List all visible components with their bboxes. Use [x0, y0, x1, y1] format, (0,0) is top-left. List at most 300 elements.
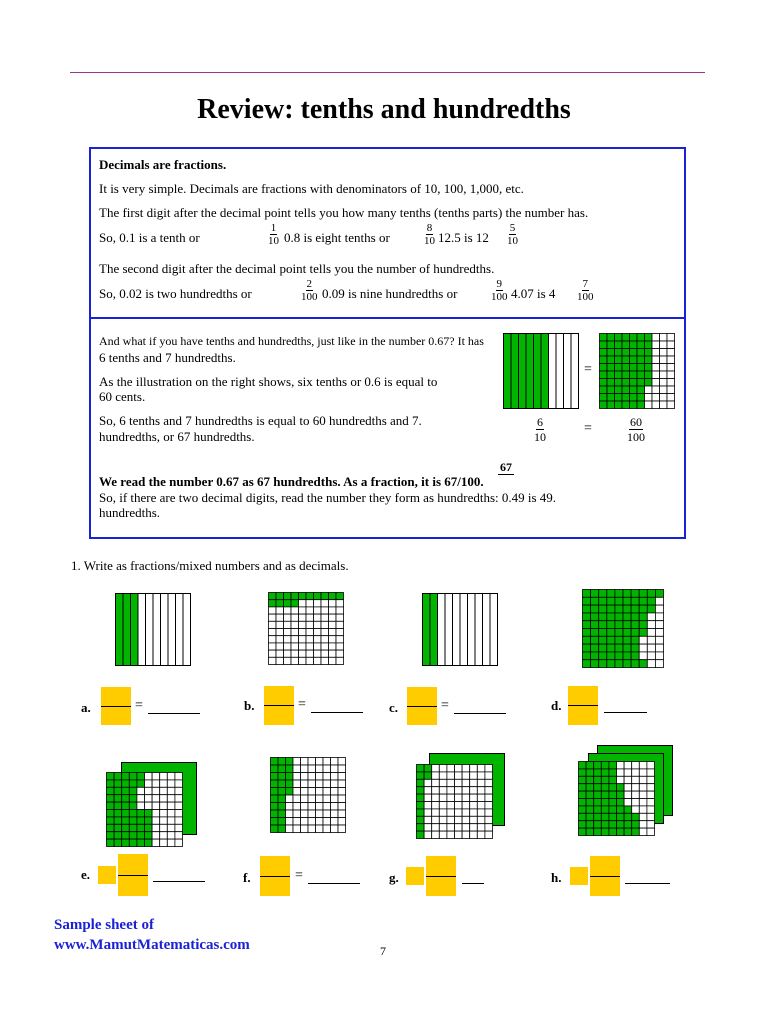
hundredth-cell	[316, 795, 324, 803]
hundredth-cell	[623, 597, 631, 605]
hundredth-cell	[624, 784, 632, 791]
hundredth-cell	[579, 776, 587, 783]
hundredth-cell	[276, 600, 284, 607]
hundredth-cell	[417, 787, 425, 794]
hundredth-cell	[284, 636, 292, 643]
hundredth-cell	[485, 816, 493, 823]
hundredth-cell	[276, 607, 284, 614]
hundredth-cell	[114, 839, 122, 846]
hundredth-cell	[329, 643, 337, 650]
hundredth-cell	[271, 825, 279, 833]
hundredth-cell	[129, 795, 137, 802]
hundredth-cell	[652, 334, 660, 342]
hundredth-cell	[145, 839, 153, 846]
hundredth-cell	[632, 791, 640, 798]
answer-whole-h[interactable]	[570, 867, 588, 885]
hundredth-cell	[321, 629, 329, 636]
answer-whole-e[interactable]	[98, 866, 116, 884]
hundredth-cell	[623, 590, 631, 598]
hundredth-cell	[306, 593, 314, 600]
answer-whole-g[interactable]	[406, 867, 424, 885]
tenth-strip	[445, 594, 453, 666]
hundredth-cell	[331, 795, 339, 803]
hundredth-cell	[447, 831, 455, 838]
hundredth-cell	[314, 636, 322, 643]
hundredth-cell	[600, 364, 608, 372]
hundredth-cell	[667, 349, 675, 357]
hundredth-cell	[470, 787, 478, 794]
tenth-strip	[131, 594, 139, 666]
hundredth-cell	[284, 600, 292, 607]
hundredth-cell	[660, 386, 668, 394]
hundredth-cell	[647, 813, 655, 820]
hundredth-cell	[145, 824, 153, 831]
hundredth-cell	[323, 780, 331, 788]
hundredth-cell	[316, 825, 324, 833]
hundredth-cell	[321, 657, 329, 664]
hundredth-cell	[107, 773, 115, 780]
hundredth-cell	[447, 816, 455, 823]
hundredth-cell	[293, 780, 301, 788]
hundredth-cell	[336, 657, 344, 664]
hundredth-cell	[321, 650, 329, 657]
hundredth-cell	[276, 621, 284, 628]
hundredth-cell	[591, 597, 599, 605]
hundredth-cell	[331, 758, 339, 766]
hundredth-cell	[615, 401, 623, 409]
hundredth-cell	[639, 784, 647, 791]
hundredth-cell	[470, 809, 478, 816]
hundredth-cell	[600, 394, 608, 402]
six-tenths-illustration	[503, 333, 579, 409]
box1-ex2-mid: 0.09 is nine hundredths or	[322, 286, 458, 301]
hundredth-cell	[652, 401, 660, 409]
hundredth-cell	[129, 832, 137, 839]
hundredth-cell	[645, 394, 653, 402]
hundredth-cell	[586, 776, 594, 783]
hundredth-cell	[336, 650, 344, 657]
hundredth-cell	[607, 349, 615, 357]
hundredth-cell	[615, 636, 623, 644]
footer-link[interactable]: www.MamutMatematicas.com	[54, 937, 250, 953]
hundredth-cell	[645, 341, 653, 349]
hundredth-cell	[432, 765, 440, 772]
hundredth-cell	[291, 621, 299, 628]
hundredth-cell	[645, 386, 653, 394]
hundredth-cell	[175, 832, 183, 839]
hundredth-cell	[152, 839, 160, 846]
tenth-strip	[123, 594, 131, 666]
hundredth-cell	[617, 806, 625, 813]
hundredth-cell	[160, 780, 168, 787]
hundredth-cell	[583, 629, 591, 637]
hundredth-cell	[647, 590, 655, 598]
hundredth-cell	[286, 818, 294, 826]
hundredth-cell	[299, 614, 307, 621]
hundredth-cell	[152, 795, 160, 802]
hundredth-cell	[667, 401, 675, 409]
hundredth-cell	[594, 813, 602, 820]
hundredth-cell	[601, 799, 609, 806]
tenth-strip	[511, 334, 519, 409]
hundredth-cell	[314, 600, 322, 607]
hundredth-cell	[609, 762, 617, 769]
hundredth-cell	[417, 824, 425, 831]
hundredth-cell	[639, 828, 647, 835]
hundredth-cell	[647, 636, 655, 644]
hundredth-cell	[306, 621, 314, 628]
hundredth-cell	[579, 821, 587, 828]
hundredth-cell	[114, 795, 122, 802]
hundredth-cell	[336, 607, 344, 614]
hundredth-cell	[308, 795, 316, 803]
hundredth-cell	[291, 650, 299, 657]
hundredth-cell	[647, 660, 655, 668]
hundredth-cell	[291, 636, 299, 643]
hundredth-cell	[291, 643, 299, 650]
hundredth-cell	[637, 386, 645, 394]
hundredth-cell	[579, 813, 587, 820]
fraction-equals: =	[584, 421, 592, 436]
hundredth-cell	[615, 652, 623, 660]
hundredth-cell	[137, 839, 145, 846]
hundredth-cell	[129, 787, 137, 794]
hundredth-cell	[485, 824, 493, 831]
answer-decimal-a[interactable]	[148, 713, 200, 714]
hundredth-cell	[271, 773, 279, 781]
hundredth-cell	[299, 607, 307, 614]
answer-decimal-f[interactable]	[308, 883, 360, 884]
hundredth-cell	[432, 802, 440, 809]
hundredth-cell	[615, 644, 623, 652]
hundredth-cell	[338, 803, 346, 811]
hundredth-cell	[594, 828, 602, 835]
hundredth-cell	[293, 810, 301, 818]
hundredth-cell	[276, 614, 284, 621]
hundredth-cell	[336, 629, 344, 636]
box1-line1: It is very simple. Decimals are fractions with denominators of 10, 100, 1,000, etc.	[99, 181, 524, 196]
hundredth-cell	[455, 831, 463, 838]
hundredth-cell	[160, 773, 168, 780]
hundredth-cell	[462, 765, 470, 772]
tenth-strip	[176, 594, 184, 666]
hundredth-cell	[152, 802, 160, 809]
answer-decimal-e[interactable]	[153, 881, 205, 882]
box2-p4a: So, if there are two decimal digits, read the number they form as hundredths: 0.49 is 49.	[99, 490, 557, 505]
hundredth-cell	[477, 809, 485, 816]
answer-decimal-d[interactable]	[604, 712, 647, 713]
tenth-strip	[146, 594, 154, 666]
hundredth-cell	[114, 832, 122, 839]
hundredth-cell	[323, 788, 331, 796]
hundredth-cell	[609, 828, 617, 835]
hundredth-cell	[271, 795, 279, 803]
hundredth-cell	[145, 802, 153, 809]
hundredth-cell	[630, 401, 638, 409]
hundredth-cell	[122, 795, 130, 802]
hundredth-cell	[455, 765, 463, 772]
hundredth-cell	[609, 821, 617, 828]
hundredth-cell	[632, 762, 640, 769]
hundredth-cell	[631, 613, 639, 621]
hundredth-cell	[432, 779, 440, 786]
hundredth-cell	[601, 784, 609, 791]
hundredth-cell	[583, 613, 591, 621]
hundredth-cell	[591, 621, 599, 629]
hundredth-cell	[622, 364, 630, 372]
hundredth-cell	[607, 660, 615, 668]
answer-decimal-b[interactable]	[311, 712, 363, 713]
hundredth-cell	[624, 762, 632, 769]
fraction-bar-g	[426, 876, 456, 877]
hundredth-cell	[107, 824, 115, 831]
hundredth-cell	[114, 817, 122, 824]
hundredth-cell	[600, 341, 608, 349]
hundredth-cell	[477, 831, 485, 838]
label-g: g.	[389, 870, 399, 885]
hundredth-cell	[432, 816, 440, 823]
hundredth-cell	[600, 334, 608, 342]
fraction-67-100: 67	[500, 460, 512, 474]
hundredth-cell	[630, 334, 638, 342]
hundredth-cell	[271, 780, 279, 788]
hundredth-cell	[293, 765, 301, 773]
hundredth-cell	[609, 791, 617, 798]
hundredth-cell	[462, 802, 470, 809]
hundredth-cell	[655, 597, 663, 605]
hundredth-cell	[485, 787, 493, 794]
hundredth-cell	[107, 839, 115, 846]
hundredth-cell	[639, 590, 647, 598]
fraction-bar-b	[264, 705, 294, 706]
hundredth-cell	[594, 776, 602, 783]
hundredth-cell	[286, 758, 294, 766]
hundredth-cell	[607, 401, 615, 409]
hundredth-cell	[647, 784, 655, 791]
hundredth-cell	[639, 806, 647, 813]
hundredth-cell	[286, 795, 294, 803]
hundredth-cell	[599, 621, 607, 629]
answer-decimal-g[interactable]	[462, 883, 484, 884]
hundredth-cell	[129, 810, 137, 817]
hundredth-cell	[652, 341, 660, 349]
hundredth-cell	[615, 629, 623, 637]
hundredth-cell	[617, 769, 625, 776]
hundredth-cell	[331, 788, 339, 796]
hundredth-cell	[271, 788, 279, 796]
hundredth-cell	[601, 828, 609, 835]
hundredth-cell	[152, 787, 160, 794]
hundredth-cell	[447, 765, 455, 772]
hundredth-cell	[424, 802, 432, 809]
answer-decimal-h[interactable]	[625, 883, 670, 884]
hundredth-cell	[462, 831, 470, 838]
hundredth-cell	[447, 794, 455, 801]
hundredth-cell	[655, 621, 663, 629]
hundredth-cell	[615, 341, 623, 349]
hundredth-cell	[338, 788, 346, 796]
hundredth-cell	[301, 765, 309, 773]
hundredth-cell	[632, 828, 640, 835]
hundredth-cell	[615, 621, 623, 629]
figure-d	[582, 589, 664, 668]
hundredth-cell	[447, 787, 455, 794]
hundredth-cell	[622, 371, 630, 379]
hundredth-cell	[306, 643, 314, 650]
hundredth-cell	[417, 772, 425, 779]
hundredth-cell	[639, 636, 647, 644]
hundredth-cell	[647, 828, 655, 835]
hundredth-cell	[655, 636, 663, 644]
answer-decimal-c[interactable]	[454, 713, 506, 714]
hundredth-cell	[331, 780, 339, 788]
box1-ex1: So, 0.1 is a tenth or	[99, 230, 200, 245]
hundredth-cell	[652, 356, 660, 364]
hundredth-cell	[645, 334, 653, 342]
hundredth-cell	[607, 621, 615, 629]
tenth-strip	[549, 334, 557, 409]
box2-p1b: 6 tenths and 7 hundredths.	[99, 350, 236, 365]
illustration-equals: =	[584, 362, 592, 377]
hundredth-cell	[329, 607, 337, 614]
label-a: a.	[81, 700, 91, 715]
hundredth-cell	[599, 605, 607, 613]
hundredth-cell	[647, 776, 655, 783]
hundredth-cell	[175, 802, 183, 809]
hundredth-cell	[160, 810, 168, 817]
hundredth-cell	[284, 629, 292, 636]
hundredth-cell	[329, 621, 337, 628]
hundredth-cell	[293, 795, 301, 803]
fraction-bar-c	[407, 706, 437, 707]
hundredth-cell	[175, 817, 183, 824]
hundredth-cell	[630, 349, 638, 357]
hundredth-cell	[652, 364, 660, 372]
box2-p1a: And what if you have tenths and hundredths, just like in the number 0.67? It has	[99, 334, 484, 348]
hundredth-cell	[432, 824, 440, 831]
hundredth-cell	[645, 371, 653, 379]
hundredth-cell	[293, 773, 301, 781]
tenth-strip	[504, 334, 512, 409]
hundredth-cell	[338, 795, 346, 803]
hundredth-cell	[631, 629, 639, 637]
hundredth-cell	[591, 605, 599, 613]
hundredth-cell	[615, 379, 623, 387]
hundredth-cell	[329, 650, 337, 657]
hundredth-cell	[299, 643, 307, 650]
hundredth-cell	[329, 629, 337, 636]
hundredth-cell	[137, 817, 145, 824]
hundredth-cell	[645, 349, 653, 357]
hundredth-cell	[622, 341, 630, 349]
hundredth-cell	[286, 773, 294, 781]
hundredth-cell	[284, 657, 292, 664]
hundredth-cell	[291, 657, 299, 664]
hundredth-cell	[615, 605, 623, 613]
hundredth-cell	[477, 816, 485, 823]
hundredth-cell	[600, 379, 608, 387]
hundredth-cell	[462, 787, 470, 794]
hundredth-cell	[601, 762, 609, 769]
hundredth-cell	[667, 356, 675, 364]
hundredth-cell	[269, 650, 277, 657]
hundredth-cell	[129, 817, 137, 824]
hundredth-cell	[477, 772, 485, 779]
hundredth-cell	[269, 607, 277, 614]
hundredth-cell	[316, 810, 324, 818]
hundredth-cell	[331, 803, 339, 811]
hundredth-cell	[477, 802, 485, 809]
hundredth-cell	[129, 802, 137, 809]
hundredth-cell	[622, 334, 630, 342]
hundredth-cell	[624, 813, 632, 820]
hundredth-cell	[615, 613, 623, 621]
hundredth-cell	[314, 607, 322, 614]
hundredth-cell	[591, 636, 599, 644]
hundredth-cell	[647, 652, 655, 660]
fraction-7-100: $\frac{7}{100}$	[577, 278, 594, 303]
hundredth-cell	[314, 614, 322, 621]
hundredth-cell	[583, 590, 591, 598]
box1-ex1-mid: 0.8 is eight tenths or	[284, 230, 390, 245]
tenth-strip	[168, 594, 176, 666]
hundredth-cell	[470, 831, 478, 838]
hundredth-cell	[293, 825, 301, 833]
hundredth-cell	[632, 821, 640, 828]
hundredth-cell	[439, 794, 447, 801]
hundredth-cell	[607, 652, 615, 660]
footer-sample-sheet[interactable]	[54, 915, 250, 955]
hundredth-cell	[470, 772, 478, 779]
hundredth-cell	[615, 356, 623, 364]
hundredth-cell	[276, 643, 284, 650]
hundredth-cell	[269, 614, 277, 621]
hundredth-cell	[314, 593, 322, 600]
hundredth-cell	[271, 818, 279, 826]
hundredth-cell	[152, 773, 160, 780]
hundredth-cell	[645, 401, 653, 409]
hundredth-cell	[591, 644, 599, 652]
hundredth-cell	[601, 806, 609, 813]
hundredth-cell	[583, 652, 591, 660]
hundredth-cell	[152, 817, 160, 824]
hundredth-cell	[145, 787, 153, 794]
hundredth-cell	[122, 839, 130, 846]
hundredth-cell	[137, 824, 145, 831]
hundredth-cell	[417, 831, 425, 838]
hundredth-cell	[447, 802, 455, 809]
hundredth-cell	[107, 795, 115, 802]
hundredth-cell	[336, 614, 344, 621]
hundredth-cell	[631, 621, 639, 629]
hundredth-cell	[439, 802, 447, 809]
hundredth-cell	[485, 802, 493, 809]
hundredth-cell	[329, 593, 337, 600]
hundredth-cell	[269, 657, 277, 664]
hundredth-cell	[331, 825, 339, 833]
hundredth-cell	[599, 597, 607, 605]
hundredth-cell	[276, 636, 284, 643]
equals-a: =	[135, 698, 143, 713]
hundredth-cell	[639, 762, 647, 769]
hundredth-cell	[291, 593, 299, 600]
hundredth-cell	[477, 794, 485, 801]
hundredth-cell	[667, 386, 675, 394]
fraction-1-10: $\frac{1}{10}$	[268, 222, 279, 247]
hundredth-cell	[160, 839, 168, 846]
box2-p4b: hundredths.	[99, 505, 161, 520]
hundredth-cell	[329, 636, 337, 643]
